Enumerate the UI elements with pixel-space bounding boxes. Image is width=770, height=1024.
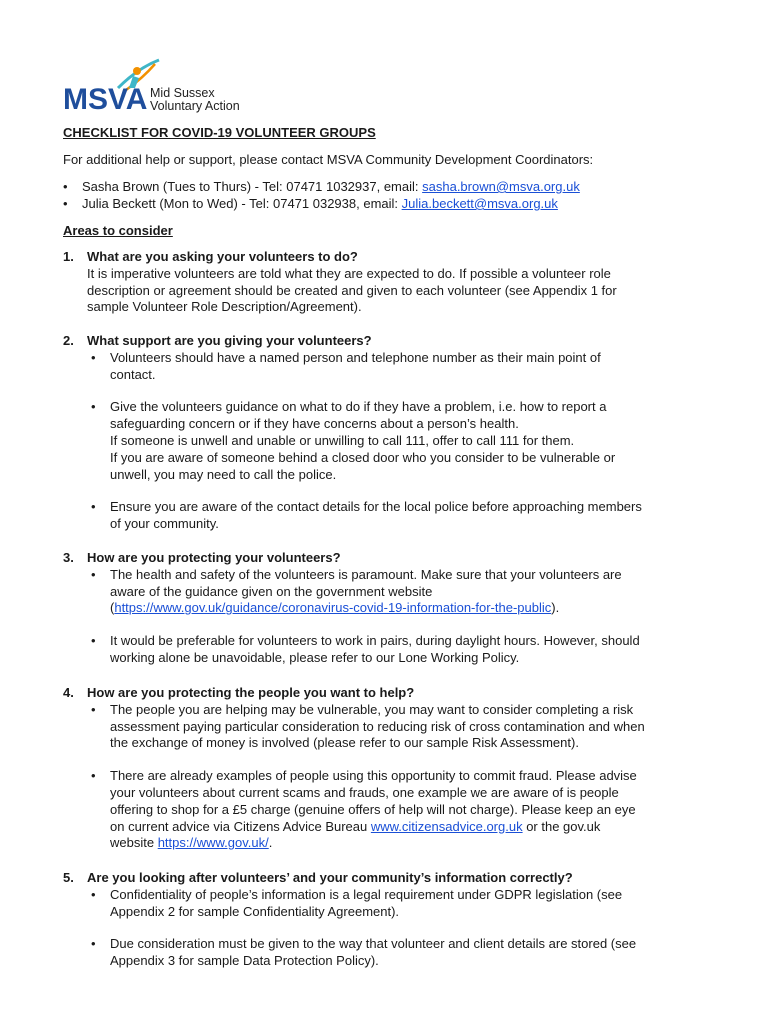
logo-subtitle [150,87,240,112]
bullet-line: It would be preferable for volunteers to work in pairs, during daylight hours. However, should [110,633,640,649]
bullet-line: of your community. [110,516,219,532]
section-number: 5. [63,870,74,885]
section-number: 2. [63,333,74,348]
bullet-line: contact. [110,366,156,382]
bullet-line: Give the volunteers guidance on what to do if they have a problem, i.e. how to report a [110,399,607,415]
bullet-item [63,936,713,970]
section-heading-text: How are you protecting your volunteers? [87,550,341,565]
bullet-icon: • [91,886,96,902]
section-2 [63,333,713,533]
bullet-icon: • [91,399,96,415]
bullet-line: your volunteers about current scams and frauds, one example we are aware of is people [110,784,619,800]
contact-list [63,179,580,213]
bullet-line: There are already examples of people using this opportunity to commit fraud. Please advise [110,768,637,784]
section-heading-text: What are you asking your volunteers to do? [87,249,358,264]
contact-email-link[interactable]: sasha.brown@msva.org.uk [422,179,580,194]
body-line: sample Volunteer Role Description/Agreement). [87,299,362,315]
section-heading-text: How are you protecting the people you want to help? [87,685,415,700]
body-line: It is imperative volunteers are told what they are expected to do. If possible a volunteer role [87,265,611,281]
text-run: or the gov.uk [522,818,601,834]
bullet-line: Ensure you are aware of the contact details for the local police before approaching members [110,499,642,515]
bullet-line [110,600,713,617]
section-1 [63,249,713,316]
bullet-item [63,887,713,921]
contact-text: Sasha Brown (Tues to Thurs) - Tel: 07471 1032937, email: [82,179,423,194]
text-run: . [268,835,273,851]
bullet-line: working alone be unavoidable, please refer to our Lone Working Policy. [110,649,520,665]
section-heading [63,249,713,266]
paren-open: ( [110,600,115,616]
text-run: on current advice via Citizens Advice Bureau [110,818,371,834]
bullet-item [63,768,713,852]
bullet-line [110,819,713,836]
bullet-item [63,567,713,617]
section-number: 1. [63,249,74,264]
bullet-line: assessment paying particular consideration to reducing risk of cross contamination and when [110,718,645,734]
section-number: 3. [63,550,74,565]
bullet-line: The health and safety of the volunteers is paramount. Make sure that your volunteers are [110,566,622,582]
bullet-line: Due consideration must be given to the way that volunteer and client details are stored (see [110,936,637,952]
gov-guidance-link[interactable]: https://www.gov.uk/guidance/coronavirus-covid-19-information-for-the-public [114,600,552,616]
bullet-icon: • [63,179,68,194]
bullet-item [63,399,713,483]
bullet-line: Confidentiality of people’s information is a legal requirement under GDPR legislation (see [110,886,623,902]
logo-wordmark: MSVA [63,83,148,116]
bullet-icon: • [91,768,96,784]
bullet-line: safeguarding concern or if they have concerns about a person’s health. [110,416,519,432]
bullet-line: the exchange of money is involved (please refer to our sample Risk Assessment). [110,735,579,751]
intro-text: For additional help or support, please contact MSVA Community Development Coordinators: [63,152,594,167]
section-3 [63,550,713,667]
bullet-item [63,633,713,667]
bullet-line [110,835,713,852]
bullet-icon: • [91,633,96,649]
bullet-icon: • [91,499,96,515]
section-heading [63,550,713,567]
section-4 [63,685,713,852]
section-body [63,266,713,316]
logo-subtitle-line2: Voluntary Action [150,98,240,113]
text-run: website [110,835,158,851]
msva-logo [63,58,253,118]
areas-heading: Areas to consider [63,223,173,238]
bullet-line: Volunteers should have a named person and telephone number as their main point of [110,349,601,365]
citizens-advice-link[interactable]: www.citizensadvice.org.uk [370,818,523,834]
section-heading [63,870,713,887]
section-heading [63,685,713,702]
bullet-icon: • [91,349,96,365]
bullet-icon: • [91,701,96,717]
bullet-item [63,499,713,533]
page-title: CHECKLIST FOR COVID-19 VOLUNTEER GROUPS [63,125,376,140]
bullet-item [63,702,713,752]
section-heading-text: Are you looking after volunteers’ and your community’s information correctly? [87,870,573,885]
bullet-icon: • [91,936,96,952]
section-heading-text: What support are you giving your volunteers? [87,333,372,348]
bullet-line: aware of the guidance given on the government website [110,583,433,599]
section-heading [63,333,713,350]
contact-item [63,179,580,196]
contact-item [63,196,580,213]
gov-uk-link[interactable]: https://www.gov.uk/ [157,835,269,851]
bullet-icon: • [63,196,68,211]
body-line: description or agreement should be created and given to each volunteer (see Appendix 1 for [87,282,617,298]
bullet-line: unwell, you may need to call the police. [110,466,337,482]
section-5 [63,870,713,970]
bullet-icon: • [91,566,96,582]
bullet-line: Appendix 3 for sample Data Protection Policy). [110,953,379,969]
bullet-item [63,350,713,384]
contact-text: Julia Beckett (Mon to Wed) - Tel: 07471 032938, email: [82,196,402,211]
bullet-line: offering to shop for a £5 charge (genuine offers of help will not charge). Please keep an eye [110,801,636,817]
logo-subtitle-line1: Mid Sussex [150,86,215,100]
bullet-line: Appendix 2 for sample Confidentiality Agreement). [110,903,400,919]
bullet-line: If you are aware of someone behind a closed door who you consider to be vulnerable or [110,449,616,465]
section-number: 4. [63,685,74,700]
bullet-line: If someone is unwell and unable or unwilling to call 111, offer to call 111 for them. [110,432,575,448]
paren-close: ). [551,600,560,616]
contact-email-link[interactable]: Julia.beckett@msva.org.uk [401,196,558,211]
bullet-line: The people you are helping may be vulnerable, you may want to consider completing a risk [110,701,634,717]
